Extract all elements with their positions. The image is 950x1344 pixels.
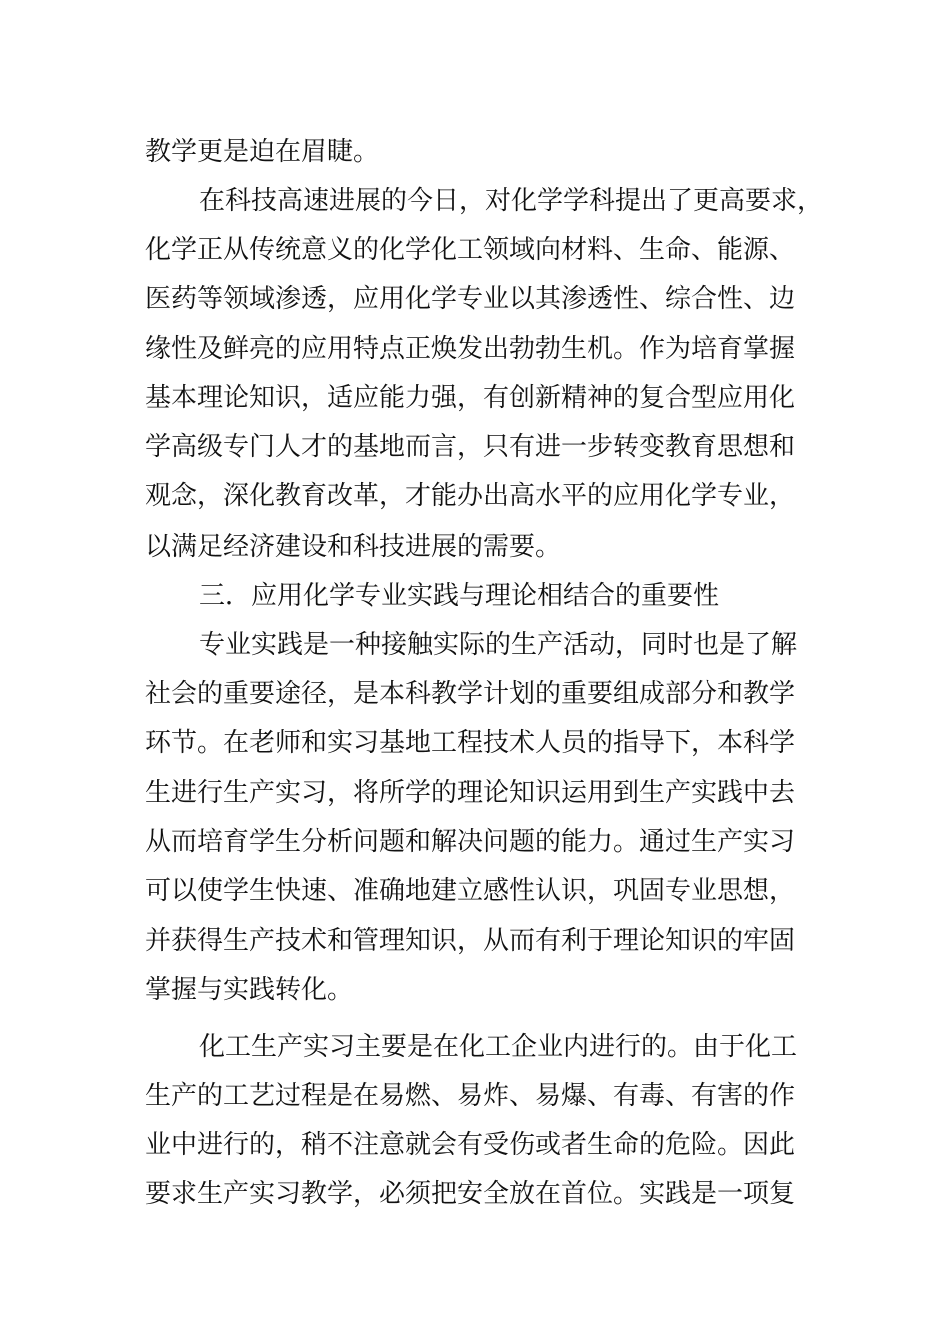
text-line: 可以使学生快速、准确地建立感性认识，巩固专业思想， xyxy=(145,876,796,906)
text-line: 在科技高速进展的今日，对化学学科提出了更高要求， xyxy=(199,186,824,216)
text-line: 从而培育学生分析问题和解决问题的能力。通过生产实习 xyxy=(145,827,796,857)
text-line: 以满足经济建设和科技进展的需要。 xyxy=(145,532,562,562)
section-heading: 三．应用化学专业实践与理论相结合的重要性 xyxy=(199,581,720,611)
text-line: 基本理论知识，适应能力强，有创新精神的复合型应用化 xyxy=(145,383,796,413)
text-line: 要求生产实习教学，必须把安全放在首位。实践是一项复 xyxy=(145,1179,796,1209)
text-line: 掌握与实践转化。 xyxy=(145,975,354,1005)
text-line: 社会的重要途径，是本科教学计划的重要组成部分和教学 xyxy=(145,679,796,709)
text-line: 教学更是迫在眉睫。 xyxy=(145,137,380,167)
text-line: 业中进行的，稍不注意就会有受伤或者生命的危险。因此 xyxy=(145,1130,796,1160)
text-line: 医药等领域渗透，应用化学专业以其渗透性、综合性、边 xyxy=(145,284,796,314)
text-line: 生进行生产实习，将所学的理论知识运用到生产实践中去 xyxy=(145,778,796,808)
text-line: 化工生产实习主要是在化工企业内进行的。由于化工 xyxy=(199,1032,798,1062)
text-line: 观念，深化教育改革，才能办出高水平的应用化学专业， xyxy=(145,481,796,511)
text-line: 生产的工艺过程是在易燃、易炸、易爆、有毒、有害的作 xyxy=(145,1081,796,1111)
text-line: 并获得生产技术和管理知识，从而有利于理论知识的牢固 xyxy=(145,926,796,956)
text-line: 学高级专门人才的基地而言，只有进一步转变教育思想和 xyxy=(145,432,796,462)
text-line: 环节。在老师和实习基地工程技术人员的指导下，本科学 xyxy=(145,728,796,758)
text-line: 化学正从传统意义的化学化工领域向材料、生命、能源、 xyxy=(145,235,796,265)
text-line: 缘性及鲜亮的应用特点正焕发出勃勃生机。作为培育掌握 xyxy=(145,334,796,364)
text-line: 专业实践是一种接触实际的生产活动，同时也是了解 xyxy=(199,630,798,660)
